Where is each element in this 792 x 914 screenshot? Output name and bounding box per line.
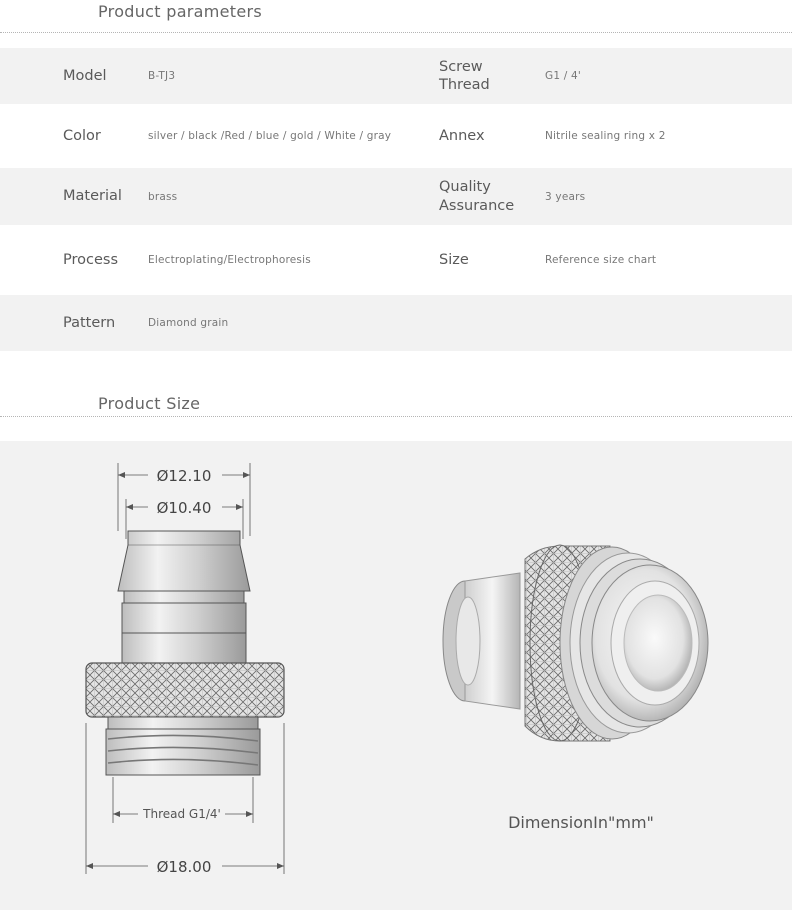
param-value: Electroplating/Electrophoresis xyxy=(148,254,311,266)
param-label: Color xyxy=(63,127,101,144)
dim-bottom-label: Ø18.00 xyxy=(156,858,212,876)
param-value: Diamond grain xyxy=(148,317,229,329)
dim-thread-label: Thread G1/4' xyxy=(143,807,221,821)
fitting-render xyxy=(443,545,708,741)
param-row-color xyxy=(0,104,792,168)
param-value: silver / black /Red / blue / gold / White / gray xyxy=(148,130,392,142)
dimension-unit-note: DimensionIn"mm" xyxy=(508,813,654,832)
product-size-panel xyxy=(0,441,792,910)
param-value: Nitrile sealing ring x 2 xyxy=(545,130,666,142)
parameters-table xyxy=(0,48,792,351)
param-label: Material xyxy=(63,188,122,205)
param-label: Pattern xyxy=(63,314,116,331)
dim-top-inner-label: Ø10.40 xyxy=(156,499,212,517)
param-row-pattern xyxy=(0,295,792,351)
param-value: Reference size chart xyxy=(545,254,657,266)
param-label: Annex xyxy=(439,127,485,144)
param-value: brass xyxy=(148,190,178,203)
param-row-model xyxy=(0,48,792,104)
param-row-process xyxy=(0,225,792,295)
param-value: 3 years xyxy=(545,190,586,203)
params-title-divider xyxy=(0,32,792,33)
size-title-divider xyxy=(0,416,792,417)
param-value: G1 / 4' xyxy=(545,70,581,82)
param-label: Screw Thread xyxy=(439,58,490,93)
param-label: Model xyxy=(63,67,107,84)
param-label: Process xyxy=(63,251,119,268)
size-drawing xyxy=(0,441,792,910)
dim-top-outer-label: Ø12.10 xyxy=(156,467,212,485)
param-row-material xyxy=(0,168,792,225)
params-section-title: Product parameters xyxy=(98,2,263,21)
param-label: Quality Assurance xyxy=(439,179,515,214)
param-value: B-TJ3 xyxy=(148,70,176,82)
param-label: Size xyxy=(439,251,469,268)
size-section-title: Product Size xyxy=(98,394,201,413)
